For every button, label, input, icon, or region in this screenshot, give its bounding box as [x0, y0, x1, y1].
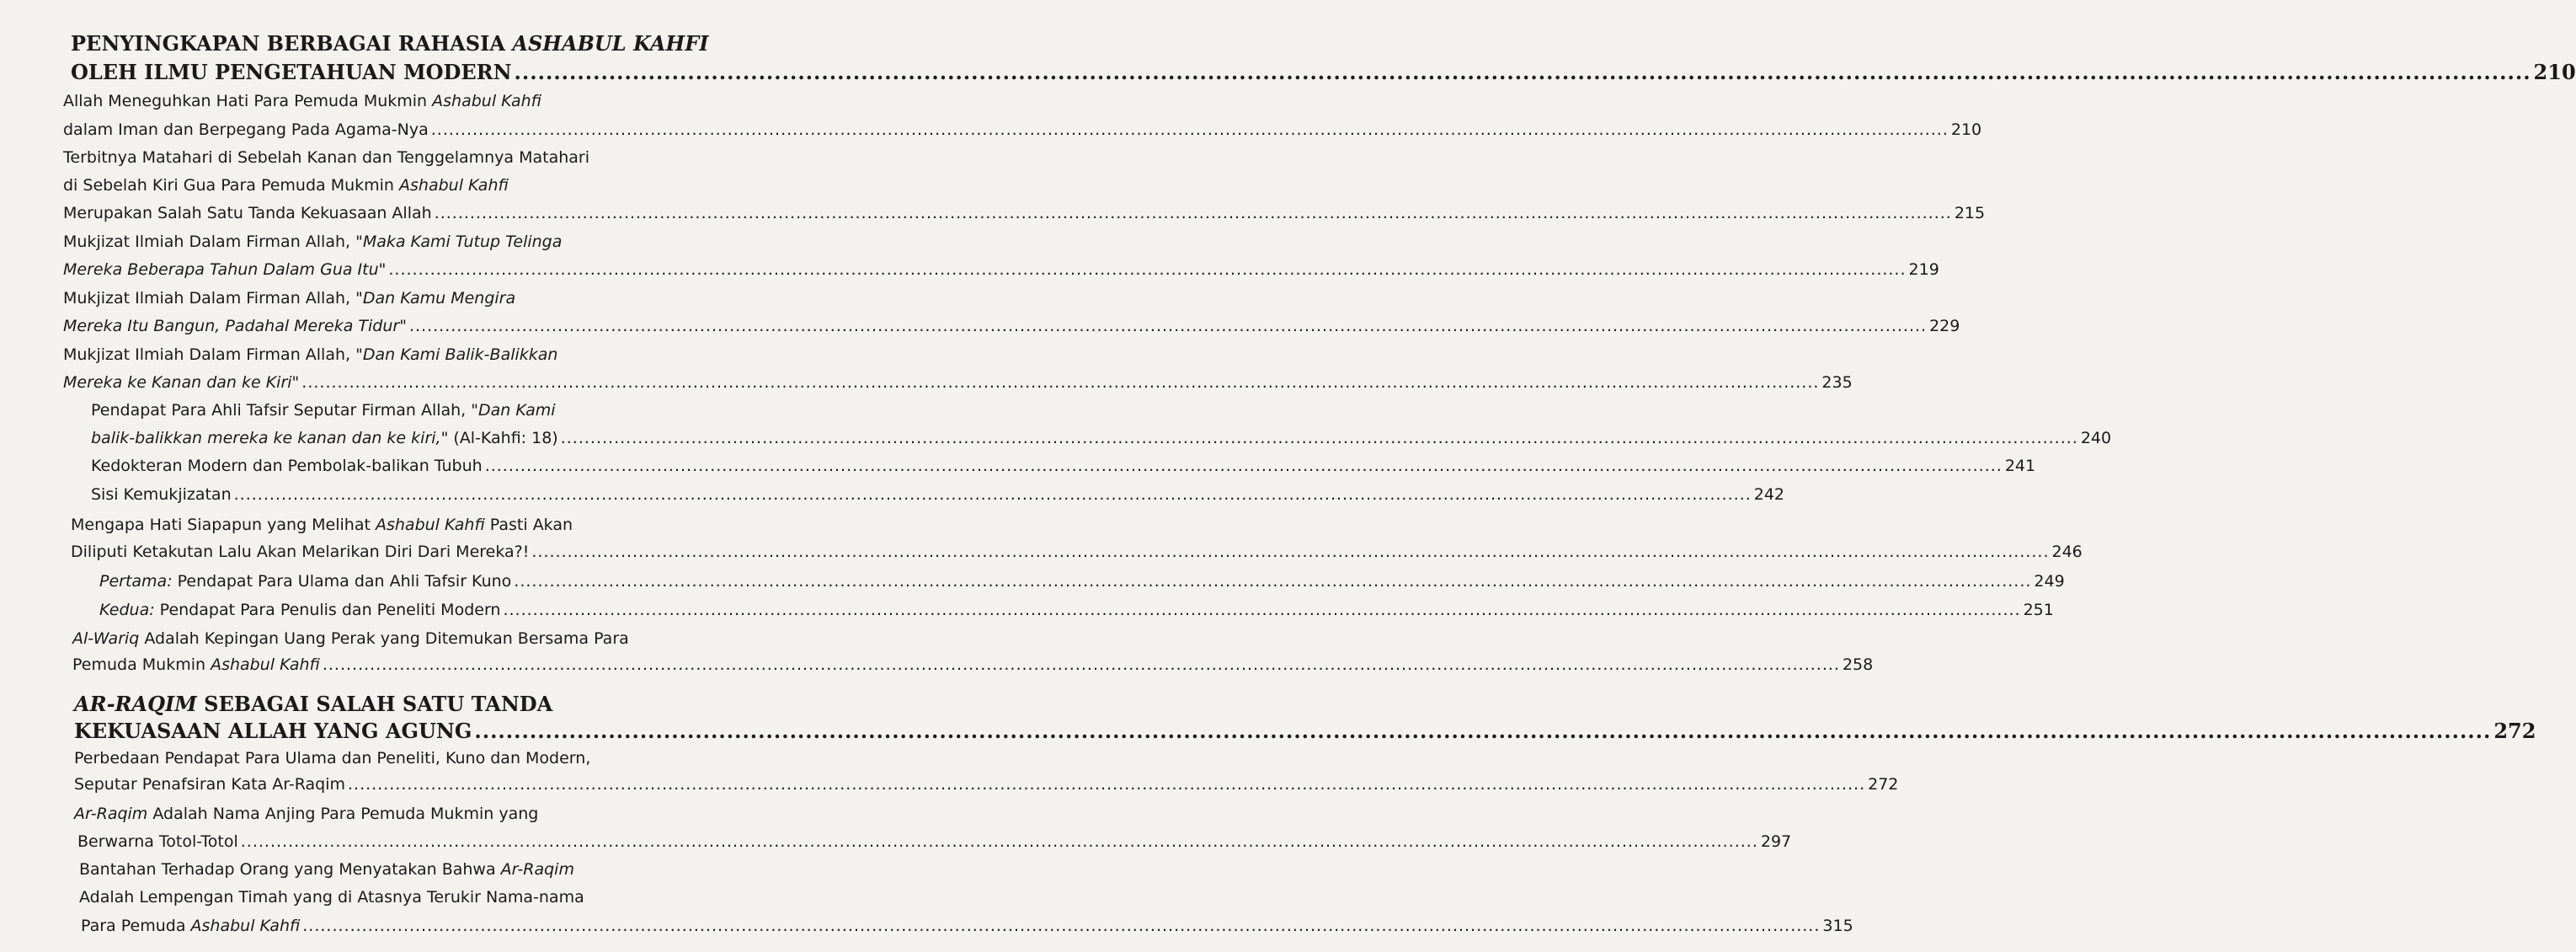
dot-leader	[234, 484, 1752, 505]
entry-italic: Ashabul Kahfi	[190, 917, 301, 935]
toc-entry-leader	[71, 542, 2083, 562]
toc-entry	[74, 748, 590, 768]
toc-entry-leader	[81, 916, 1853, 936]
dot-leader	[514, 571, 2031, 591]
dot-leader	[241, 832, 1758, 852]
page-number: 241	[2004, 457, 2036, 475]
entry-italic: Mereka ke Kanan dan ke Kiri"	[63, 373, 300, 392]
entry-italic: "Dan Kami Balik-Balikkan	[355, 345, 558, 364]
section-heading-leader	[71, 60, 2576, 85]
entry-text: Pendapat Para Ahli Tafsir Seputar Firman Allah,	[91, 401, 472, 420]
toc-entry-leader	[63, 203, 1986, 223]
section-title-italic: ASHABUL KAHFI	[512, 31, 709, 56]
entry-italic: Ashabul Kahfi	[399, 176, 509, 195]
entry-text: Adalah Lempengan Timah yang di Atasnya Terukir Nama-nama	[79, 888, 584, 907]
page-number: 235	[1821, 373, 1853, 392]
entry-text: Adalah Nama Anjing Para Pemuda Mukmin yang	[147, 805, 539, 823]
toc-entry-leader	[72, 655, 1874, 675]
entry-italic: Ar-Raqim	[500, 860, 574, 879]
entry-text: (Al-Kahfi: 18)	[448, 429, 558, 447]
section-heading-leader	[74, 719, 2536, 744]
section-title-text: KEKUASAAN ALLAH YANG AGUNG	[74, 719, 472, 743]
toc-entry	[63, 147, 589, 168]
section-heading	[71, 31, 708, 56]
dot-leader	[531, 542, 2049, 562]
entry-text: Terbitnya Matahari di Sebelah Kanan dan Tenggelamnya Matahari	[63, 148, 590, 167]
entry-text: Bantahan Terhadap Orang yang Menyatakan Bahwa	[79, 860, 501, 879]
dot-leader	[323, 655, 1840, 675]
section-title-text: PENYINGKAPAN BERBAGAI RAHASIA	[71, 31, 513, 56]
dot-leader	[409, 316, 1927, 336]
dot-leader	[388, 259, 1906, 280]
entry-text: Pendapat Para Penulis dan Peneliti Modern	[154, 601, 501, 619]
toc-subentry-leader	[91, 456, 2036, 476]
entry-text: Diliputi Ketakutan Lalu Akan Melarikan Diri Dari Mereka?!	[71, 543, 530, 561]
page-number: 210	[1950, 120, 1982, 139]
section-heading	[74, 692, 552, 717]
page-number: 229	[1929, 317, 1960, 335]
entry-text: Kedokteran Modern dan Pembolak-balikan Tubuh	[91, 457, 483, 475]
toc-entry-leader	[63, 120, 1982, 140]
page-number: 210	[2533, 60, 2576, 84]
page-number: 219	[1908, 260, 1939, 279]
entry-text: Para Pemuda	[81, 917, 191, 935]
toc-entry	[72, 628, 629, 649]
section-title-text: SEBAGAI SALAH SATU TANDA	[196, 692, 553, 716]
page-number: 297	[1760, 832, 1792, 851]
dot-leader	[474, 719, 2491, 744]
entry-text: Mukjizat Ilmiah Dalam Firman Allah,	[63, 233, 356, 251]
toc-entry	[71, 515, 573, 535]
section-title-text: OLEH ILMU PENGETAHUAN MODERN	[71, 60, 512, 84]
dot-leader	[515, 60, 2531, 85]
toc-entry	[63, 175, 509, 195]
toc-subentry-leader	[91, 484, 1785, 505]
entry-text: Perbedaan Pendapat Para Ulama dan Peneliti, Kuno dan Modern,	[74, 749, 591, 767]
entry-italic: Mereka Beberapa Tahun Dalam Gua Itu"	[63, 260, 387, 279]
page-number: 258	[1842, 655, 1874, 674]
dot-leader	[302, 916, 1820, 936]
entry-text: Pasti Akan	[484, 516, 573, 534]
entry-italic: "Maka Kami Tutup Telinga	[355, 233, 563, 251]
entry-italic: Al-Wariq	[72, 629, 140, 648]
dot-leader	[431, 120, 1949, 140]
entry-italic: Mereka Itu Bangun, Padahal Mereka Tidur"	[63, 317, 407, 335]
section-title-italic: AR-RAQIM	[74, 692, 197, 716]
toc-entry	[63, 232, 562, 252]
dot-leader	[301, 372, 1819, 393]
toc-entry	[63, 91, 541, 111]
page-number: 246	[2051, 543, 2083, 561]
toc-entry	[63, 345, 557, 365]
entry-text: Adalah Kepingan Uang Perak yang Ditemukan Bersama Para	[139, 629, 629, 648]
toc-entry-leader	[77, 832, 1792, 852]
toc-subentry-leader	[99, 600, 2054, 620]
entry-text: Sisi Kemukjizatan	[91, 485, 232, 504]
entry-italic: "Dan Kami	[471, 401, 556, 420]
entry-text: dalam Iman dan Berpegang Pada Agama-Nya	[63, 120, 429, 139]
entry-italic: Pertama:	[99, 572, 173, 591]
page-number: 242	[1753, 485, 1785, 504]
entry-italic: Ashabul Kahfi	[211, 655, 320, 674]
entry-text: Mukjizat Ilmiah Dalam Firman Allah,	[63, 345, 356, 364]
dot-leader	[485, 456, 2003, 476]
entry-text: Allah Meneguhkan Hati Para Pemuda Mukmin	[63, 92, 433, 110]
entry-text: Mengapa Hati Siapapun yang Melihat	[71, 516, 376, 534]
page-number: 249	[2034, 572, 2065, 591]
entry-italic: Ar-Raqim	[74, 805, 148, 823]
entry-italic: Ashabul Kahfi	[432, 92, 541, 110]
page-number: 215	[1954, 204, 1986, 222]
page-number: 251	[2023, 601, 2054, 619]
entry-text: di Sebelah Kiri Gua Para Pemuda Mukmin	[63, 176, 400, 195]
page-number: 272	[1868, 775, 1899, 794]
toc-entry-leader	[63, 259, 1939, 280]
toc-entry	[63, 288, 515, 308]
entry-text: Pendapat Para Ulama dan Ahli Tafsir Kuno	[172, 572, 512, 591]
toc-subentry-leader	[99, 571, 2065, 591]
entry-text: Pemuda Mukmin	[72, 655, 211, 674]
page-number: 272	[2493, 719, 2536, 743]
page-number: 315	[1822, 917, 1853, 935]
toc-entry	[79, 887, 584, 907]
dot-leader	[561, 428, 2078, 448]
toc-subentry	[91, 400, 556, 420]
entry-text: Seputar Penafsiran Kata Ar-Raqim	[74, 775, 345, 794]
toc-entry-leader	[74, 774, 1899, 794]
toc-entry-leader	[63, 372, 1853, 393]
page-number: 240	[2080, 429, 2112, 447]
dot-leader	[348, 774, 1865, 794]
entry-text: Merupakan Salah Satu Tanda Kekuasaan Allah	[63, 204, 432, 222]
toc-entry-leader	[63, 316, 1960, 336]
toc-entry	[74, 804, 538, 824]
entry-italic: Kedua:	[99, 601, 155, 619]
toc-entry	[79, 859, 574, 880]
dot-leader	[435, 203, 1952, 223]
toc-subentry-leader	[91, 428, 2112, 448]
entry-text: Berwarna Totol-Totol	[77, 832, 238, 851]
dot-leader	[503, 600, 2020, 620]
entry-italic: Ashabul Kahfi	[375, 516, 485, 534]
entry-text: Mukjizat Ilmiah Dalam Firman Allah,	[63, 289, 356, 308]
entry-italic: "Dan Kamu Mengira	[355, 289, 516, 308]
entry-italic: balik-balikkan mereka ke kanan dan ke kiri,"	[91, 429, 449, 447]
